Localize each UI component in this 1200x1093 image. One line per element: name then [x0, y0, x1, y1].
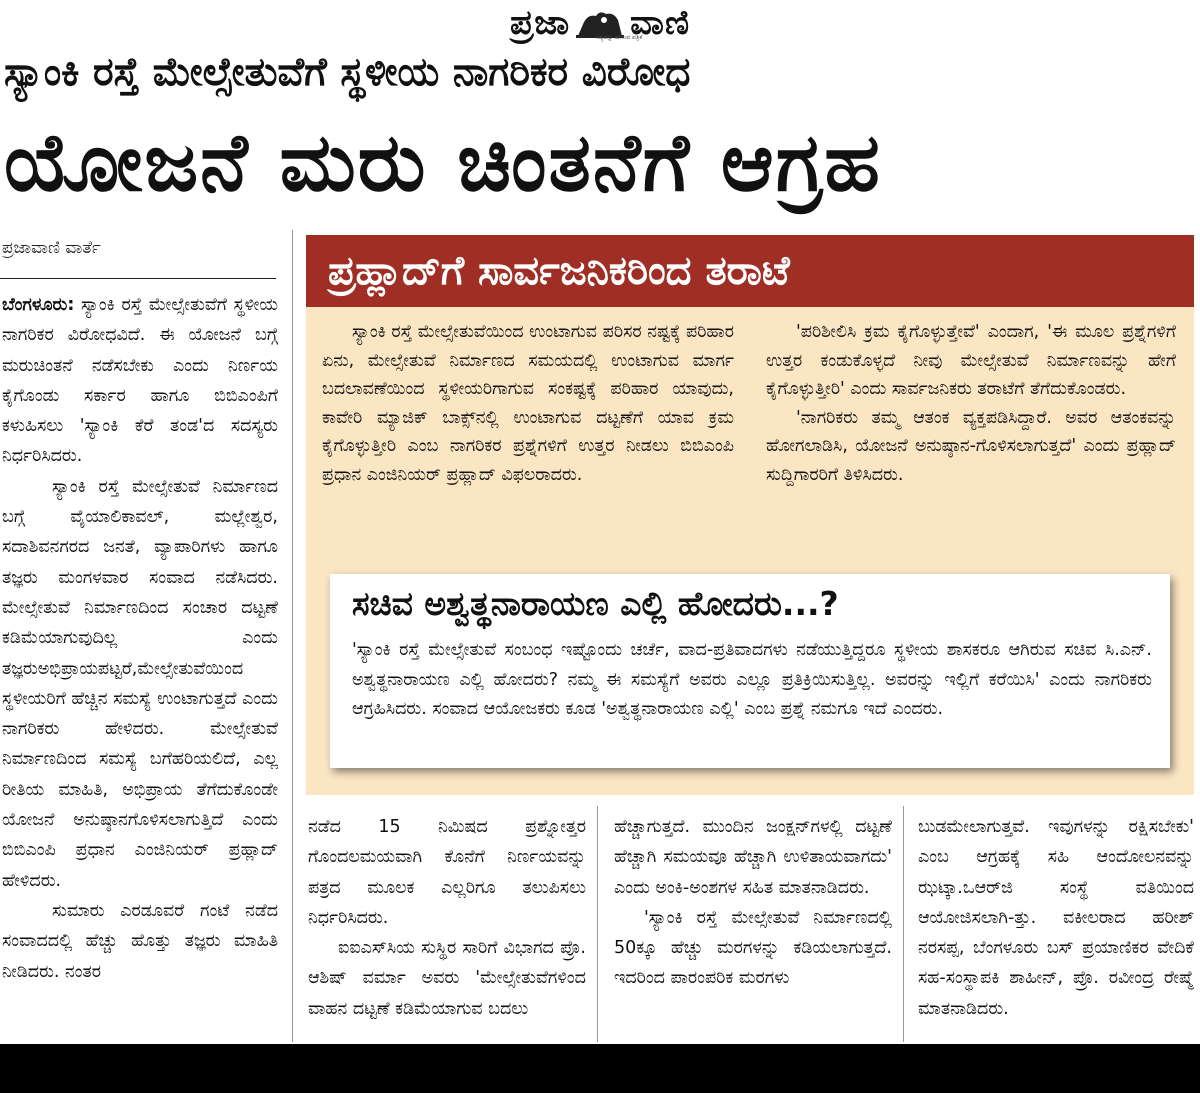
- column-divider: [292, 230, 293, 1042]
- article-paragraph: ಬುಡಮೇಲಾಗುತ್ತವೆ. ಇವುಗಳನ್ನು ರಕ್ಷಿಸಬೇಕು' ಎಂಬ ಆಗ್ರಹಕ್ಕೆ ಸಹಿ ಆಂದೋಲನವನ್ನು ಝಟ್ಕಾ.ಒಆರ್‌ಜಿ ಸಂಸ್ಥೆ ವತಿಯಿಂದ ಆಯೋಜಿಸಲಾಗಿ-ತ್ತು. ವಕೀಲರಾದ ಹರೀಶ್ ನರಸಪ್ಪ, ಬೆಂಗಳೂರು ಬಸ್ ಪ್ರಯಾಣಿಕರ ವೇದಿಕೆ ಸಹ-ಸಂಸ್ಥಾಪಕಿ ಶಾಹೀನ್, ಪ್ರೊ. ರವೀಂದ್ರ ರೇಷ್ಮೆ ಮಾತನಾಡಿದರು.: [918, 817, 1194, 1019]
- footer-bar: [0, 1044, 1200, 1093]
- article-paragraph: ಹೆಚ್ಚಾಗುತ್ತದೆ. ಮುಂದಿನ ಜಂಕ್ಷನ್‌ಗಳಲ್ಲಿ ದಟ್ಟಣೆ ಹೆಚ್ಚಾಗಿ ಸಮಯವೂ ಹೆಚ್ಚಾಗಿ ಉಳಿತಾಯವಾಗದು' ಎಂದು ಅಂಕಿ-ಅಂಶಗಳ ಸಹಿತ ಮಾತನಾಡಿದರು.: [614, 817, 892, 898]
- column-divider: [597, 806, 598, 1042]
- headline: ಯೋಜನೆ ಮರು ಚಿಂತನೆಗೆ ಆಗ್ರಹ: [4, 116, 882, 209]
- article-paragraph: ಐಐಎಸ್‌ಸಿಯ ಸುಸ್ಥಿರ ಸಾರಿಗೆ ವಿಭಾಗದ ಪ್ರೊ. ಆಶಿಷ್ ವರ್ಮಾ ಅವರು 'ಮೇಲ್ಸೇತುವೆಗಳಿಂದ ವಾಹನ ದಟ್ಟಣೆ ಕಡಿಮೆಯಾಗುವ ಬದಲು: [308, 938, 586, 1019]
- logo-tagline: ಸತ್ಯವನ್ನು ಹೇಳುವ ಪತ್ರಿಕೆ: [596, 34, 643, 41]
- logo-left-word: ಪ್ರಜಾ: [509, 3, 571, 43]
- column-divider: [903, 806, 904, 1042]
- sidebar-paragraph: ಸ್ಯಾಂಕಿ ರಸ್ತೆ ಮೇಲ್ಸೇತುವೆಯಿಂದ ಉಂಟಾಗುವ ಪರಿಸರ ನಷ್ಟಕ್ಕೆ ಪರಿಹಾರ ಏನು, ಮೇಲ್ಸೇತುವೆ ನಿರ್ಮಾಣದ ಸಮಯದಲ್ಲಿ ಉಂಟಾಗುವ ಮಾರ್ಗ ಬದಲಾವಣೆಯಿಂದ ಸ್ಥಳೀಯರಿಗಾಗುವ ಸಂಕಷ್ಟಕ್ಕೆ ಪರಿಹಾರ ಯಾವುದು, ಕಾವೇರಿ ಮ್ಯಾಜಿಕ್ ಬಾಕ್ಸ್‌ನಲ್ಲಿ ಉಂಟಾಗುವ ದಟ್ಟಣೆಗೆ ಯಾವ ಕ್ರಮ ಕೈಗೊಳ್ಳುತ್ತೀರಿ ಎಂಬ ನಾಗರಿಕರ ಪ್ರಶ್ನೆಗಳಿಗೆ ಉತ್ತರ ನೀಡಲು ಬಿಬಿಎಂಪಿ ಪ್ರಧಾನ ಎಂಜಿನಿಯರ್ ಪ್ರಹ್ಲಾದ್ ವಿಫಲರಾದರು.: [322, 322, 734, 485]
- article-paragraph: ಸುಮಾರು ಎರಡೂವರೆ ಗಂಟೆ ನಡೆದ ಸಂವಾದದಲ್ಲಿ ಹೆಚ್ಚು ಹೊತ್ತು ತಜ್ಞರು ಮಾಹಿತಿ ನೀಡಿದರು. ನಂತರ: [2, 900, 278, 982]
- article-left-column: [2, 290, 278, 1040]
- sidebar-paragraph: 'ಪರಿಶೀಲಿಸಿ ಕ್ರಮ ಕೈಗೊಳ್ಳುತ್ತೇವೆ' ಎಂದಾಗ, 'ಈ ಮೂಲ ಪ್ರಶ್ನೆಗಳಿಗೆ ಉತ್ತರ ಕಂಡುಕೊಳ್ಳದೆ ನೀವು ಮೇಲ್ಸೇತುವೆ ನಿರ್ಮಾಣವನ್ನು ಹೇಗೆ ಕೈಗೊಳ್ಳುತ್ತೀರಿ' ಎಂದು ಸಾರ್ವಜನಿಕರು ತರಾಟೆಗೆ ತೆಗೆದುಕೊಂಡರು.: [766, 322, 1176, 399]
- byline: ಪ್ರಜಾವಾಣಿ ವಾರ್ತೆ: [2, 238, 101, 258]
- sidebar-box-column: [766, 318, 1176, 550]
- article-paragraph-text: ಸ್ಯಾಂಕಿ ರಸ್ತೆ ಮೇಲ್ಸೇತುವೆಗೆ ಸ್ಥಳೀಯ ನಾಗರಿಕರ ವಿರೋಧವಿದೆ. ಈ ಯೋಜನೆ ಬಗ್ಗೆ ಮರುಚಿಂತನೆ ನಡೆಸಬೇಕು ಎಂದು ನಿರ್ಣಯ ಕೈಗೊಂಡು ಸರ್ಕಾರ ಹಾಗೂ ಬಿಬಿಎಂಪಿಗೆ ಕಳುಹಿಸಲು 'ಸ್ಯಾಂಕಿ ಕೆರೆ ತಂಡ'ದ ಸದಸ್ಯರು ನಿರ್ಧರಿಸಿದರು.: [2, 295, 278, 467]
- article-paragraph: ಸ್ಯಾಂಕಿ ರಸ್ತೆ ಮೇಲ್ಸೇತುವೆ ನಿರ್ಮಾಣದ ಬಗ್ಗೆ ವೈಯಾಲಿಕಾವಲ್, ಮಲ್ಲೇಶ್ವರ, ಸದಾಶಿವನಗರದ ಜನತೆ, ವ್ಯಾಪಾರಿಗಳು ಹಾಗೂ ತಜ್ಞರು ಮಂಗಳವಾರ ಸಂವಾದ ನಡೆಸಿದರು. ಮೇಲ್ಸೇತುವೆ ನಿರ್ಮಾಣದಿಂದ ಸಂಚಾರ ದಟ್ಟಣೆ ಕಡಿಮೆಯಾಗುವುದಿಲ್ಲ ಎಂದು ತಜ್ಞರುಅಭಿಪ್ರಾಯಪಟ್ಟರೆ,ಮೇಲ್ಸೇತುವೆಯಿಂದ ಸ್ಥಳೀಯರಿಗೆ ಹೆಚ್ಚಿನ ಸಮಸ್ಯೆ ಉಂಟಾಗುತ್ತದೆ ಎಂದು ನಾಗರಿಕರು ಹೇಳಿದರು. ಮೇಲ್ಸೇತುವೆ ನಿರ್ಮಾಣದಿಂದ ಸಮಸ್ಯೆ ಬಗೆಹರಿಯಲಿದೆ, ಎಲ್ಲ ರೀತಿಯ ಮಾಹಿತಿ, ಅಭಿಪ್ರಾಯ ತೆಗೆದುಕೊಂಡೇ ಯೋಜನೆ ಅನುಷ್ಠಾನಗೊಳಿಸಲಾಗುತ್ತಿದೆ ಎಂದು ಬಿಬಿಎಂಪಿ ಪ್ರಧಾನ ಎಂಜಿನಿಯರ್ ಪ್ರಹ್ಲಾದ್ ಹೇಳಿದರು.: [2, 476, 278, 891]
- minister-quote-title: ಸಚಿವ ಅಶ್ವತ್ಥನಾರಾಯಣ ಎಲ್ಲಿ ಹೋದರು...?: [352, 584, 839, 623]
- article-paragraph: 'ಸ್ಯಾಂಕಿ ರಸ್ತೆ ಮೇಲ್ಸೇತುವೆ ನಿರ್ಮಾಣದಲ್ಲಿ 50ಕ್ಕೂ ಹೆಚ್ಚು ಮರಗಳನ್ನು ಕಡಿಯಲಾಗುತ್ತದೆ. ಇದರಿಂದ ಪಾರಂಪರಿಕ ಮರಗಳು: [614, 907, 892, 989]
- article-column: [918, 812, 1194, 1040]
- masthead: [0, 0, 1200, 46]
- sidebar-box-column: [322, 318, 734, 550]
- logo-right-word: ವಾಣಿ: [630, 3, 691, 43]
- kicker: ಸ್ಯಾಂಕಿ ರಸ್ತೆ ಮೇಲ್ಸೇತುವೆಗೆ ಸ್ಥಳೀಯ ನಾಗರಿಕರ ವಿರೋಧ: [4, 50, 691, 95]
- article-column: [614, 812, 892, 1040]
- article-paragraph: ನಡೆದ 15 ನಿಮಿಷದ ಪ್ರಶ್ನೋತ್ತರ ಗೊಂದಲಮಯವಾಗಿ ಕೊನೆಗೆ ನಿರ್ಣಯವನ್ನು ಪತ್ರದ ಮೂಲಕ ಎಲ್ಲರಿಗೂ ತಲುಪಿಸಲು ನಿರ್ಧರಿಸಿದರು.: [308, 817, 586, 928]
- article-column: [308, 812, 586, 1040]
- article-paragraph: [2, 290, 278, 472]
- dateline: ಬೆಂಗಳೂರು:: [2, 295, 75, 315]
- minister-quote-body: 'ಸ್ಯಾಂಕಿ ರಸ್ತೆ ಮೇಲ್ಸೇತುವೆ ಸಂಬಂಧ ಇಷ್ಟೊಂದು ಚರ್ಚೆ, ವಾದ-ಪ್ರತಿವಾದಗಳು ನಡೆಯುತ್ತಿದ್ದರೂ ಸ್ಥಳೀಯ ಶಾಸಕರೂ ಆಗಿರುವ ಸಚಿವ ಸಿ.ಎನ್. ಅಶ್ವತ್ಥನಾರಾಯಣ ಎಲ್ಲಿ ಹೋದರು? ನಮ್ಮ ಈ ಸಮಸ್ಯೆಗೆ ಅವರು ಎಲ್ಲೂ ಪ್ರತಿಕ್ರಿಯಿಸುತ್ತಿಲ್ಲ. ಅವರನ್ನು ಇಲ್ಲಿಗೆ ಕರೆಯಿಸಿ' ಎಂದು ನಾಗರಿಕರು ಆಗ್ರಹಿಸಿದರು. ಸಂವಾದ ಆಯೋಜಕರು ಕೂಡ 'ಅಶ್ವತ್ಥನಾರಾಯಣ ಎಲ್ಲಿ' ಎಂಬ ಪ್ರಶ್ನೆ ನಮಗೂ ಇದೆ ಎಂದರು.: [352, 640, 1152, 719]
- sidebar-box-title: ಪ್ರಹ್ಲಾದ್‌ಗೆ ಸಾರ್ವಜನಿಕರಿಂದ ತರಾಟೆ: [306, 235, 1194, 307]
- sidebar-paragraph: 'ನಾಗರಿಕರು ತಮ್ಮ ಆತಂಕ ವ್ಯಕ್ತಪಡಿಸಿದ್ದಾರೆ. ಅವರ ಆತಂಕವನ್ನು ಹೋಗಲಾಡಿಸಿ, ಯೋಜನೆ ಅನುಷ್ಠಾನ-ಗೊಳಿಸಲಾಗುತ್ತದೆ' ಎಂದು ಪ್ರಹ್ಲಾದ್ ಸುದ್ದಿಗಾರರಿಗೆ ತಿಳಿಸಿದರು.: [766, 407, 1176, 485]
- byline-rule: [0, 278, 276, 279]
